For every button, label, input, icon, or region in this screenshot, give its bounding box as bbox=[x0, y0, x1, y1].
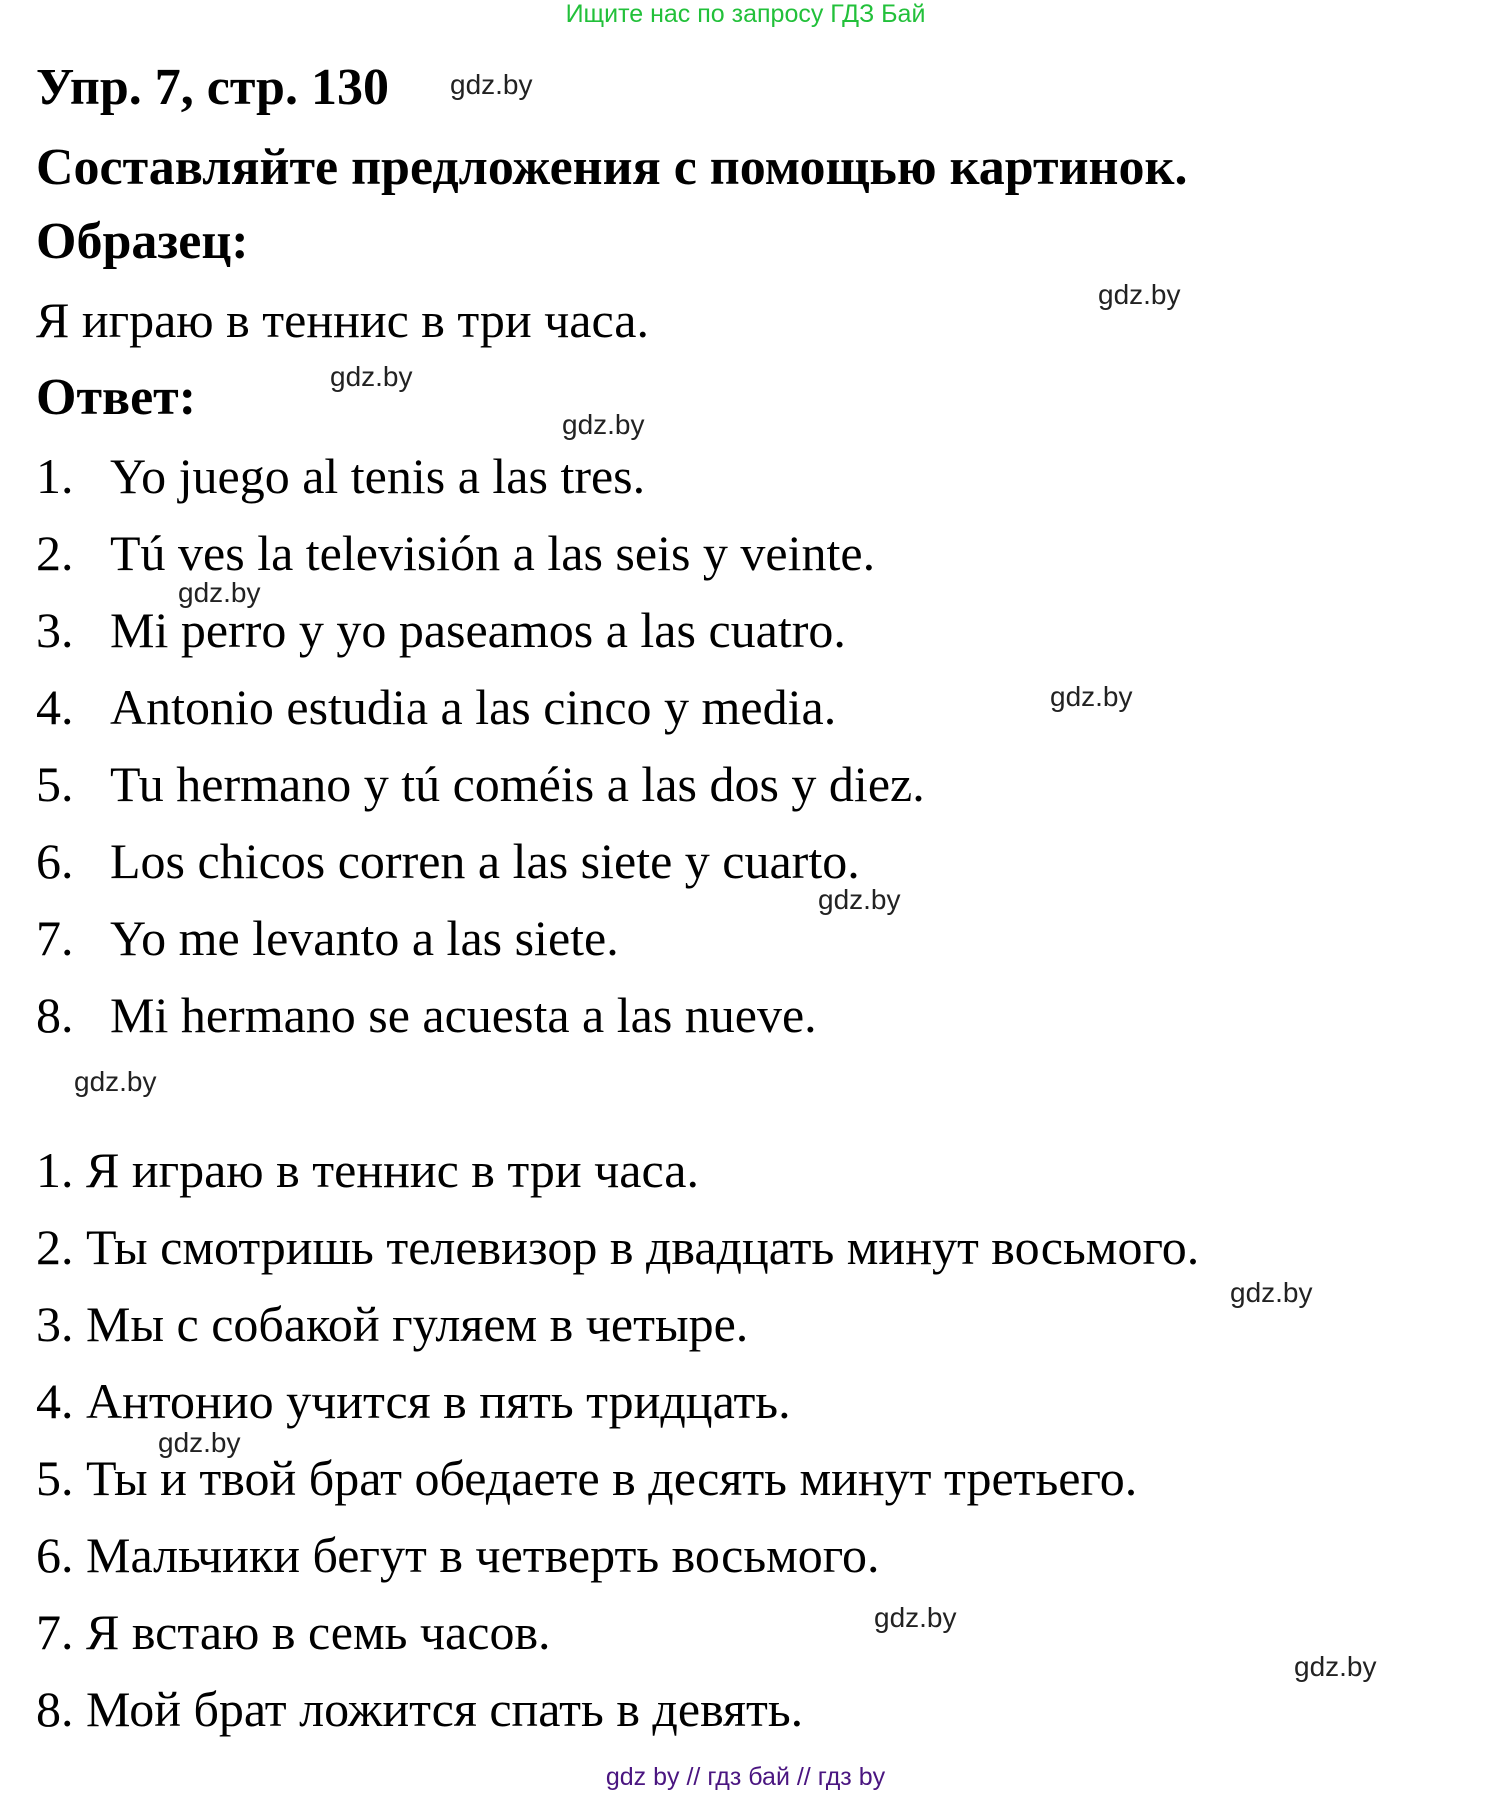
sample-text: Я играю в теннис в три часа. bbox=[36, 292, 649, 348]
watermark: gdz.by bbox=[178, 577, 261, 608]
list-item: 1. Yo juego al tenis a las tres. bbox=[36, 448, 646, 504]
list-item: 7. Yo me levanto a las siete. bbox=[36, 910, 619, 966]
list-item: 6. Мальчики бегут в четверть восьмого. bbox=[36, 1527, 880, 1583]
sample-label: Образец: bbox=[36, 213, 249, 270]
watermark: gdz.by bbox=[1230, 1277, 1313, 1308]
list-item: 5. Tu hermano y tú coméis a las dos y diez. bbox=[36, 756, 925, 812]
watermark: gdz.by bbox=[74, 1066, 157, 1097]
watermark: gdz.by bbox=[450, 69, 533, 100]
watermark: gdz.by bbox=[330, 361, 413, 392]
list-item: 1. Я играю в теннис в три часа. bbox=[36, 1142, 699, 1198]
list-item: 4. Antonio estudia a las cinco y media. bbox=[36, 679, 837, 735]
list-item: 8. Мой брат ложится спать в девять. bbox=[36, 1681, 804, 1737]
exercise-instruction: Составляйте предложения с помощью картинок. bbox=[36, 139, 1188, 196]
search-banner: Ищите нас по запросу ГДЗ Бай bbox=[565, 0, 926, 28]
watermark: gdz.by bbox=[562, 409, 645, 440]
list-item: 2. Tú ves la televisión a las seis y veinte. bbox=[36, 525, 876, 581]
watermark: gdz.by bbox=[1294, 1651, 1377, 1682]
answer-label: Ответ: bbox=[36, 369, 197, 426]
watermark: gdz.by bbox=[1098, 279, 1181, 310]
list-item: 7. Я встаю в семь часов. bbox=[36, 1604, 551, 1660]
list-item: 2. Ты смотришь телевизор в двадцать минут восьмого. bbox=[36, 1219, 1200, 1275]
watermark: gdz.by bbox=[158, 1427, 241, 1458]
list-item: 3. Мы с собакой гуляем в четыре. bbox=[36, 1296, 749, 1352]
list-item: 4. Антонио учится в пять тридцать. bbox=[36, 1373, 791, 1429]
list-item: 6. Los chicos corren a las siete y cuarto. bbox=[36, 833, 860, 889]
watermark: gdz.by bbox=[1050, 681, 1133, 712]
watermark: gdz.by bbox=[874, 1602, 957, 1633]
watermark: gdz.by bbox=[818, 884, 901, 915]
list-item: 5. Ты и твой брат обедаете в десять минут третьего. bbox=[36, 1450, 1138, 1506]
list-item: 3. Mi perro y yo paseamos a las cuatro. bbox=[36, 602, 846, 658]
exercise-title: Упр. 7, стр. 130 bbox=[36, 59, 389, 116]
list-item: 8. Mi hermano se acuesta a las nueve. bbox=[36, 987, 817, 1043]
footer-links: gdz by // гдз бай // гдз by bbox=[605, 1763, 886, 1791]
